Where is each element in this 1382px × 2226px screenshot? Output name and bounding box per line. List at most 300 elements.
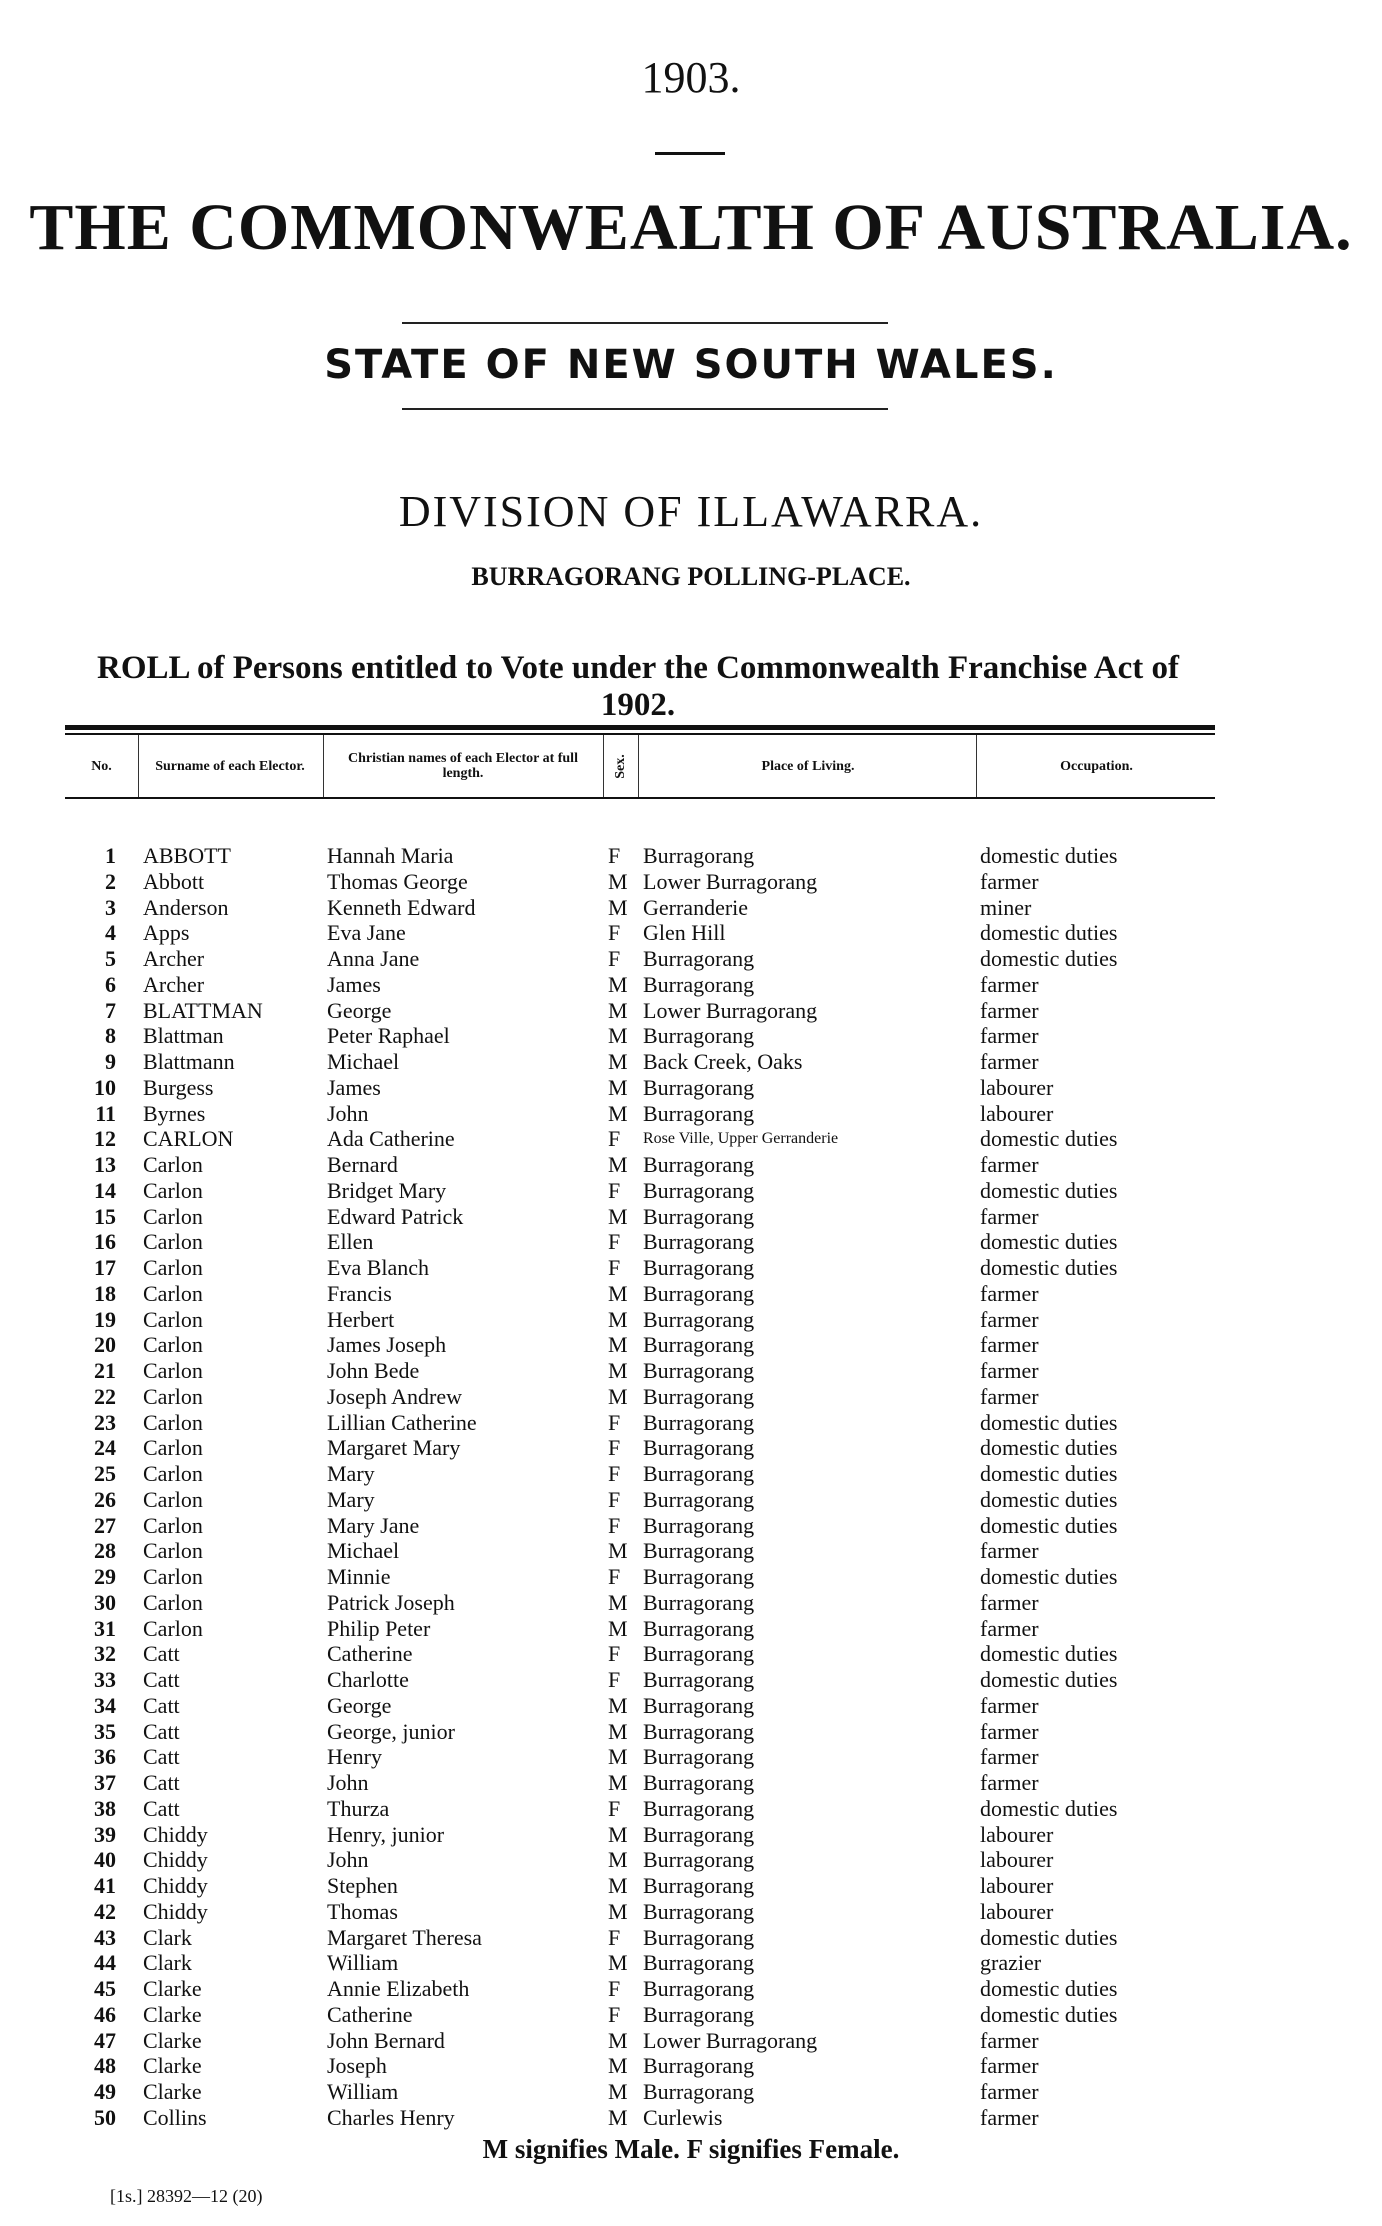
elector-place: Burragorang xyxy=(643,1898,755,1924)
elector-christian-names: Mary xyxy=(327,1486,375,1512)
elector-occupation: farmer xyxy=(980,1280,1039,1306)
elector-place: Burragorang xyxy=(643,1589,755,1615)
elector-christian-names: Henry, junior xyxy=(327,1821,445,1847)
table-row xyxy=(0,1693,1382,1719)
rule-above-state xyxy=(402,322,888,324)
elector-place: Lower Burragorang xyxy=(643,868,818,894)
elector-occupation: labourer xyxy=(980,1847,1054,1873)
elector-sex: M xyxy=(608,1615,628,1641)
table-row xyxy=(0,1538,1382,1564)
elector-surname: Chiddy xyxy=(143,1873,208,1898)
elector-occupation: farmer xyxy=(980,1023,1039,1049)
table-row xyxy=(0,1126,1382,1152)
elector-place: Burragorang xyxy=(643,1409,755,1435)
table-row xyxy=(0,1152,1382,1178)
table-row xyxy=(0,895,1382,921)
table-row xyxy=(0,1822,1382,1848)
header-place: Place of Living. xyxy=(761,758,855,774)
table-row xyxy=(0,2105,1382,2131)
elector-christian-names: Henry xyxy=(327,1744,382,1770)
elector-occupation: farmer xyxy=(980,1538,1039,1564)
elector-christian-names: Eva Blanch xyxy=(327,1255,430,1280)
elector-christian-names: Margaret Theresa xyxy=(327,1924,482,1950)
elector-occupation: labourer xyxy=(980,1074,1054,1100)
table-row xyxy=(0,1075,1382,1101)
elector-occupation: farmer xyxy=(980,1332,1039,1358)
elector-number: 24 xyxy=(94,1435,116,1461)
elector-sex: F xyxy=(608,1486,621,1512)
column-divider xyxy=(976,735,977,797)
elector-place: Burragorang xyxy=(643,1692,755,1718)
elector-occupation: domestic duties xyxy=(980,1126,1118,1152)
elector-christian-names: Joseph Andrew xyxy=(327,1383,463,1409)
table-row xyxy=(0,2079,1382,2105)
table-row xyxy=(0,1925,1382,1951)
elector-number: 14 xyxy=(94,1177,116,1203)
elector-surname: Carlon xyxy=(143,1589,203,1615)
elector-number: 8 xyxy=(105,1023,116,1049)
elector-number: 41 xyxy=(94,1873,116,1898)
header-occupation: Occupation. xyxy=(1060,758,1133,774)
elector-surname: Chiddy xyxy=(143,1898,208,1924)
elector-sex: M xyxy=(608,1770,628,1795)
elector-place: Burragorang xyxy=(643,1847,755,1873)
elector-surname: Clarke xyxy=(143,1976,202,2001)
document-title: THE COMMONWEALTH OF AUSTRALIA. xyxy=(29,191,1353,264)
elector-place: Burragorang xyxy=(643,1332,755,1358)
table-row xyxy=(0,1410,1382,1436)
table-row xyxy=(0,1719,1382,1745)
elector-number: 22 xyxy=(94,1383,116,1409)
elector-surname: Clarke xyxy=(143,2079,202,2104)
elector-place: Burragorang xyxy=(643,1873,755,1898)
elector-sex: F xyxy=(608,2001,621,2027)
table-row xyxy=(0,869,1382,895)
table-row xyxy=(0,1384,1382,1410)
elector-surname: Carlon xyxy=(143,1615,203,1641)
elector-occupation: farmer xyxy=(980,868,1039,894)
header-bottom-rule xyxy=(65,797,1215,799)
elector-christian-names: Kenneth Edward xyxy=(327,894,476,920)
elector-place: Burragorang xyxy=(643,971,755,997)
elector-surname: Catt xyxy=(143,1744,180,1770)
table-row xyxy=(0,1487,1382,1513)
elector-number: 42 xyxy=(94,1898,116,1924)
elector-number: 1 xyxy=(105,843,116,868)
elector-sex: M xyxy=(608,1383,628,1409)
table-row xyxy=(0,972,1382,998)
elector-place: Lower Burragorang xyxy=(643,2027,818,2053)
elector-surname: Carlon xyxy=(143,1280,203,1306)
elector-number: 43 xyxy=(94,1924,116,1950)
elector-christian-names: Hannah Maria xyxy=(327,843,454,868)
elector-sex: F xyxy=(608,1177,621,1203)
header-sex: Sex. xyxy=(613,753,628,779)
elector-sex: M xyxy=(608,971,628,997)
elector-number: 39 xyxy=(94,1821,116,1847)
elector-place: Burragorang xyxy=(643,1950,755,1976)
table-row xyxy=(0,1899,1382,1925)
table-row xyxy=(0,1229,1382,1255)
elector-surname: Catt xyxy=(143,1718,180,1744)
elector-christian-names: William xyxy=(327,1950,399,1976)
elector-sex: M xyxy=(608,1152,628,1177)
elector-surname: Anderson xyxy=(143,894,229,920)
elector-christian-names: Michael xyxy=(327,1538,400,1564)
elector-surname: CARLON xyxy=(143,1126,234,1152)
elector-sex: M xyxy=(608,894,628,920)
elector-place: Burragorang xyxy=(643,1074,755,1100)
elector-sex: M xyxy=(608,1873,628,1898)
elector-christian-names: Thomas George xyxy=(327,868,468,894)
table-row xyxy=(0,1307,1382,1333)
elector-surname: Carlon xyxy=(143,1306,203,1332)
elector-christian-names: Ada Catherine xyxy=(327,1126,455,1152)
elector-christian-names: Joseph xyxy=(327,2053,387,2079)
elector-sex: F xyxy=(608,1795,621,1821)
elector-occupation: miner xyxy=(980,894,1032,920)
elector-number: 35 xyxy=(94,1718,116,1744)
elector-occupation: domestic duties xyxy=(980,1564,1118,1589)
table-row xyxy=(0,843,1382,869)
elector-place: Burragorang xyxy=(643,1358,755,1383)
elector-place: Burragorang xyxy=(643,1976,755,2001)
elector-place: Burragorang xyxy=(643,1512,755,1538)
elector-surname: Chiddy xyxy=(143,1847,208,1873)
table-row xyxy=(0,1049,1382,1075)
elector-number: 13 xyxy=(94,1152,116,1177)
elector-place: Burragorang xyxy=(643,2001,755,2027)
elector-surname: Clark xyxy=(143,1950,192,1976)
elector-christian-names: Bernard xyxy=(327,1152,398,1177)
elector-occupation: farmer xyxy=(980,1692,1039,1718)
elector-sex: M xyxy=(608,2027,628,2053)
table-row xyxy=(0,1204,1382,1230)
elector-surname: Blattman xyxy=(143,1023,224,1049)
elector-christian-names: Peter Raphael xyxy=(327,1023,450,1049)
elector-sex: M xyxy=(608,868,628,894)
elector-surname: Clarke xyxy=(143,2053,202,2079)
table-row xyxy=(0,1435,1382,1461)
elector-sex: F xyxy=(608,1641,621,1667)
elector-occupation: farmer xyxy=(980,1306,1039,1332)
elector-sex: M xyxy=(608,2053,628,2079)
elector-number: 21 xyxy=(94,1358,116,1383)
elector-place: Back Creek, Oaks xyxy=(643,1049,803,1074)
table-row xyxy=(0,1513,1382,1539)
elector-christian-names: Eva Jane xyxy=(327,920,406,946)
elector-christian-names: Charlotte xyxy=(327,1667,409,1692)
elector-number: 32 xyxy=(94,1641,116,1667)
elector-place: Burragorang xyxy=(643,1667,755,1692)
elector-christian-names: Lillian Catherine xyxy=(327,1409,477,1435)
elector-christian-names: John xyxy=(327,1770,369,1795)
elector-place: Burragorang xyxy=(643,1306,755,1332)
elector-sex: M xyxy=(608,1744,628,1770)
elector-occupation: farmer xyxy=(980,1152,1039,1177)
table-row xyxy=(0,2028,1382,2054)
elector-number: 48 xyxy=(94,2053,116,2079)
elector-sex: M xyxy=(608,1023,628,1049)
elector-place: Glen Hill xyxy=(643,920,726,946)
elector-christian-names: Philip Peter xyxy=(327,1615,431,1641)
elector-occupation: labourer xyxy=(980,1873,1054,1898)
elector-surname: Carlon xyxy=(143,1538,203,1564)
elector-number: 49 xyxy=(94,2079,116,2104)
elector-surname: BLATTMAN xyxy=(143,997,263,1023)
column-divider xyxy=(638,735,639,797)
elector-number: 17 xyxy=(94,1255,116,1280)
elector-sex: M xyxy=(608,1589,628,1615)
elector-surname: Apps xyxy=(143,920,190,946)
elector-surname: Catt xyxy=(143,1667,180,1692)
elector-sex: F xyxy=(608,946,621,971)
elector-christian-names: Margaret Mary xyxy=(327,1435,461,1461)
elector-surname: Clarke xyxy=(143,2027,202,2053)
elector-surname: Catt xyxy=(143,1641,180,1667)
elector-place: Burragorang xyxy=(643,2053,755,2079)
elector-christian-names: Edward Patrick xyxy=(327,1203,464,1229)
elector-surname: Clarke xyxy=(143,2001,202,2027)
table-row xyxy=(0,1564,1382,1590)
elector-place: Burragorang xyxy=(643,1100,755,1126)
elector-occupation: domestic duties xyxy=(980,1795,1118,1821)
elector-occupation: farmer xyxy=(980,2104,1039,2130)
elector-christian-names: Charles Henry xyxy=(327,2104,455,2130)
elector-place: Burragorang xyxy=(643,1718,755,1744)
elector-surname: Clark xyxy=(143,1924,192,1950)
elector-number: 4 xyxy=(105,920,116,946)
table-row xyxy=(0,1847,1382,1873)
elector-sex: M xyxy=(608,2104,628,2130)
elector-number: 26 xyxy=(94,1486,116,1512)
elector-christian-names: John Bernard xyxy=(327,2027,445,2053)
elector-number: 27 xyxy=(94,1512,116,1538)
elector-place: Burragorang xyxy=(643,1435,755,1461)
table-row xyxy=(0,1358,1382,1384)
elector-number: 29 xyxy=(94,1564,116,1589)
elector-sex: M xyxy=(608,1049,628,1074)
elector-christian-names: Herbert xyxy=(327,1306,395,1332)
elector-sex: M xyxy=(608,1950,628,1976)
elector-christian-names: George xyxy=(327,1692,392,1718)
elector-sex: M xyxy=(608,997,628,1023)
table-row xyxy=(0,2053,1382,2079)
elector-occupation: domestic duties xyxy=(980,2001,1118,2027)
short-rule xyxy=(655,152,725,155)
elector-sex: F xyxy=(608,1435,621,1461)
elector-surname: ABBOTT xyxy=(143,843,231,868)
elector-number: 28 xyxy=(94,1538,116,1564)
elector-occupation: farmer xyxy=(980,1718,1039,1744)
elector-occupation: farmer xyxy=(980,1203,1039,1229)
elector-number: 36 xyxy=(94,1744,116,1770)
table-row xyxy=(0,2002,1382,2028)
elector-sex: M xyxy=(608,1074,628,1100)
elector-number: 50 xyxy=(94,2104,116,2130)
elector-christian-names: John Bede xyxy=(327,1358,420,1383)
elector-occupation: farmer xyxy=(980,971,1039,997)
elector-surname: Carlon xyxy=(143,1435,203,1461)
elector-place: Burragorang xyxy=(643,1821,755,1847)
elector-occupation: farmer xyxy=(980,2027,1039,2053)
elector-sex: F xyxy=(608,920,621,946)
elector-sex: F xyxy=(608,1976,621,2001)
elector-sex: F xyxy=(608,1126,621,1152)
table-row xyxy=(0,1461,1382,1487)
elector-christian-names: Mary xyxy=(327,1461,375,1486)
elector-place: Burragorang xyxy=(643,1770,755,1795)
elector-sex: M xyxy=(608,1538,628,1564)
elector-occupation: labourer xyxy=(980,1898,1054,1924)
elector-surname: Blattmann xyxy=(143,1049,235,1074)
elector-christian-names: James Joseph xyxy=(327,1332,447,1358)
elector-occupation: domestic duties xyxy=(980,946,1118,971)
elector-occupation: farmer xyxy=(980,1770,1039,1795)
elector-occupation: domestic duties xyxy=(980,1461,1118,1486)
elector-surname: Carlon xyxy=(143,1177,203,1203)
elector-place: Burragorang xyxy=(643,1641,755,1667)
elector-occupation: farmer xyxy=(980,2053,1039,2079)
elector-sex: F xyxy=(608,1924,621,1950)
elector-sex: F xyxy=(608,843,621,868)
elector-number: 2 xyxy=(105,868,116,894)
elector-number: 31 xyxy=(94,1615,116,1641)
elector-number: 25 xyxy=(94,1461,116,1486)
elector-occupation: domestic duties xyxy=(980,843,1118,868)
elector-occupation: domestic duties xyxy=(980,1177,1118,1203)
elector-occupation: farmer xyxy=(980,1589,1039,1615)
elector-occupation: domestic duties xyxy=(980,1229,1118,1255)
elector-surname: Catt xyxy=(143,1770,180,1795)
elector-place: Burragorang xyxy=(643,1280,755,1306)
elector-surname: Carlon xyxy=(143,1564,203,1589)
elector-number: 7 xyxy=(105,997,116,1023)
elector-place: Rose Ville, Upper Gerranderie xyxy=(643,1130,839,1148)
elector-sex: M xyxy=(608,1898,628,1924)
elector-sex: M xyxy=(608,1100,628,1126)
header-surname: Surname of each Elector. xyxy=(155,758,305,774)
elector-surname: Catt xyxy=(143,1795,180,1821)
elector-christian-names: Annie Elizabeth xyxy=(327,1976,470,2001)
elector-occupation: labourer xyxy=(980,1821,1054,1847)
elector-number: 5 xyxy=(105,946,116,971)
elector-surname: Burgess xyxy=(143,1074,214,1100)
elector-christian-names: Francis xyxy=(327,1280,392,1306)
elector-occupation: domestic duties xyxy=(980,1641,1118,1667)
elector-sex: M xyxy=(608,1821,628,1847)
elector-christian-names: Catherine xyxy=(327,1641,413,1667)
elector-sex: F xyxy=(608,1461,621,1486)
elector-christian-names: Thurza xyxy=(327,1795,390,1821)
header-christian-names: Christian names of each Elector at full length. xyxy=(348,751,578,781)
elector-occupation: farmer xyxy=(980,1383,1039,1409)
elector-surname: Carlon xyxy=(143,1512,203,1538)
elector-surname: Archer xyxy=(143,971,205,997)
table-row xyxy=(0,1641,1382,1667)
elector-place: Burragorang xyxy=(643,1203,755,1229)
elector-christian-names: Stephen xyxy=(327,1873,398,1898)
elector-place: Gerranderie xyxy=(643,894,749,920)
elector-sex: M xyxy=(608,1203,628,1229)
elector-surname: Catt xyxy=(143,1692,180,1718)
table-row xyxy=(0,1101,1382,1127)
elector-number: 20 xyxy=(94,1332,116,1358)
elector-number: 34 xyxy=(94,1692,116,1718)
elector-occupation: domestic duties xyxy=(980,920,1118,946)
sex-legend: M signifies Male. F signifies Female. xyxy=(482,2134,900,2164)
elector-christian-names: Bridget Mary xyxy=(327,1177,447,1203)
elector-place: Burragorang xyxy=(643,1152,755,1177)
elector-christian-names: George, junior xyxy=(327,1718,455,1744)
table-row xyxy=(0,920,1382,946)
elector-sex: M xyxy=(608,1718,628,1744)
column-divider xyxy=(323,735,324,797)
elector-number: 10 xyxy=(94,1074,116,1100)
table-row xyxy=(0,946,1382,972)
elector-place: Burragorang xyxy=(643,1538,755,1564)
elector-sex: M xyxy=(608,1847,628,1873)
elector-christian-names: Thomas xyxy=(327,1898,398,1924)
elector-sex: F xyxy=(608,1255,621,1280)
elector-surname: Collins xyxy=(143,2104,207,2130)
elector-sex: F xyxy=(608,1512,621,1538)
elector-number: 30 xyxy=(94,1589,116,1615)
elector-surname: Abbott xyxy=(143,868,205,894)
elector-occupation: domestic duties xyxy=(980,1409,1118,1435)
elector-number: 16 xyxy=(94,1229,116,1255)
table-row xyxy=(0,1744,1382,1770)
elector-occupation: domestic duties xyxy=(980,1255,1118,1280)
elector-place: Burragorang xyxy=(643,1615,755,1641)
elector-christian-names: Ellen xyxy=(327,1229,374,1255)
elector-surname: Carlon xyxy=(143,1486,203,1512)
elector-place: Burragorang xyxy=(643,1177,755,1203)
rule-below-state xyxy=(402,408,888,410)
elector-occupation: domestic duties xyxy=(980,1486,1118,1512)
roll-heading: ROLL of Persons entitled to Vote under the Commonwealth Franchise Act of 1902. xyxy=(97,650,1179,723)
elector-occupation: farmer xyxy=(980,1358,1039,1383)
elector-number: 19 xyxy=(94,1306,116,1332)
table-row xyxy=(0,998,1382,1024)
elector-place: Burragorang xyxy=(643,1924,755,1950)
elector-christian-names: Catherine xyxy=(327,2001,413,2027)
elector-number: 15 xyxy=(94,1203,116,1229)
elector-surname: Carlon xyxy=(143,1409,203,1435)
table-row xyxy=(0,1255,1382,1281)
elector-number: 23 xyxy=(94,1409,116,1435)
elector-place: Burragorang xyxy=(643,843,755,868)
elector-place: Burragorang xyxy=(643,1486,755,1512)
elector-sex: F xyxy=(608,1564,621,1589)
elector-number: 40 xyxy=(94,1847,116,1873)
elector-surname: Archer xyxy=(143,946,205,971)
elector-christian-names: Mary Jane xyxy=(327,1512,420,1538)
elector-christian-names: Michael xyxy=(327,1049,400,1074)
division-heading: DIVISION OF ILLAWARRA. xyxy=(398,487,984,536)
elector-occupation: domestic duties xyxy=(980,1512,1118,1538)
elector-occupation: farmer xyxy=(980,1049,1039,1074)
elector-number: 18 xyxy=(94,1280,116,1306)
elector-place: Lower Burragorang xyxy=(643,997,818,1023)
year-heading: 1903. xyxy=(641,53,741,102)
elector-sex: F xyxy=(608,1229,621,1255)
elector-surname: Carlon xyxy=(143,1383,203,1409)
table-row xyxy=(0,1950,1382,1976)
elector-christian-names: John xyxy=(327,1847,369,1873)
elector-occupation: domestic duties xyxy=(980,1976,1118,2001)
table-row xyxy=(0,1770,1382,1796)
